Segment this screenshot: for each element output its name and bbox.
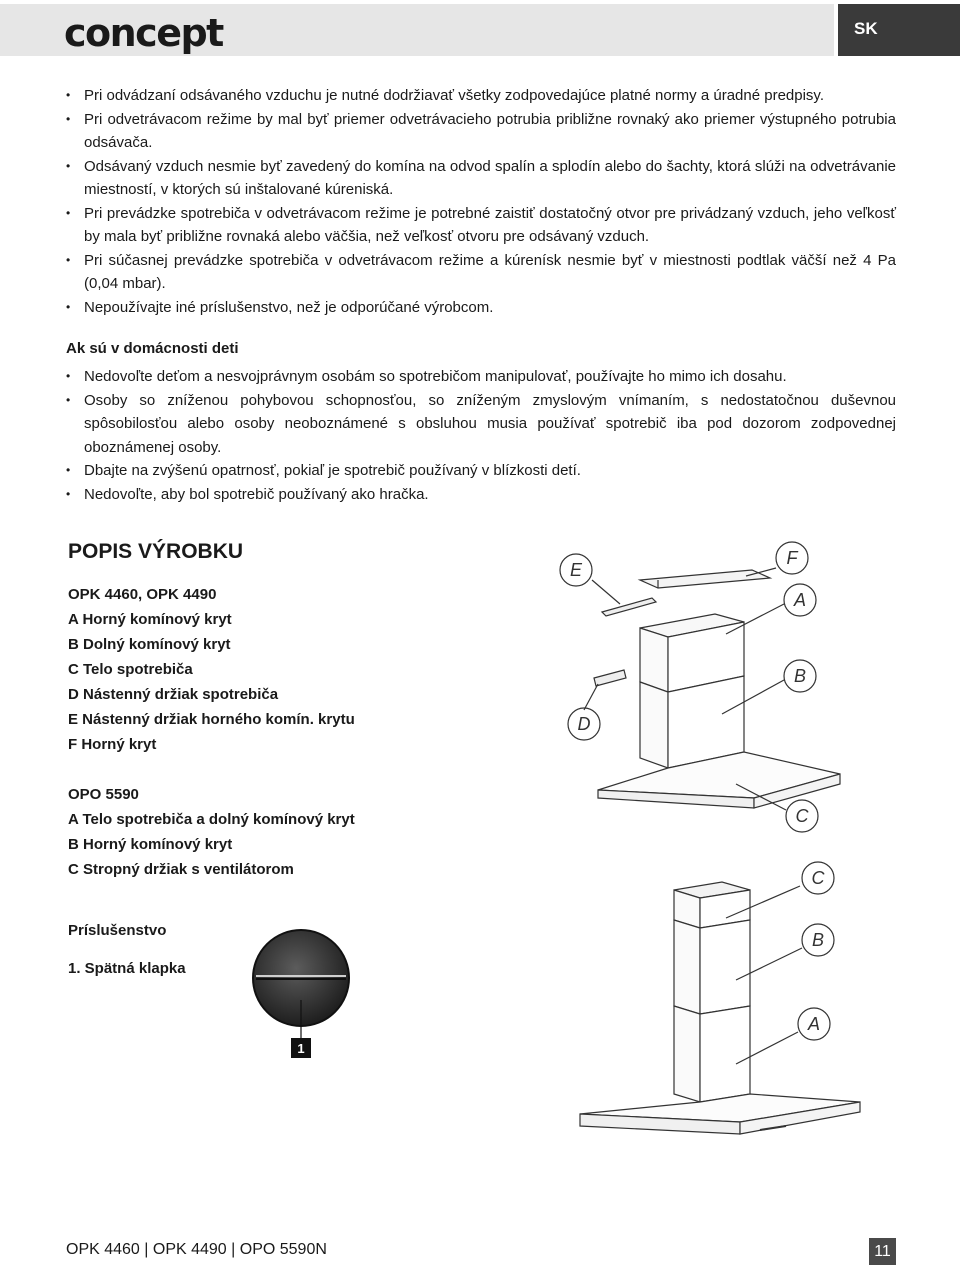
children-list (66, 365, 896, 506)
page-number: 11 (869, 1238, 896, 1265)
accessories-title: Príslušenstvo (68, 922, 167, 939)
diagram-label-e: E (569, 560, 583, 580)
parts-item: E Nástenný držiak horného komín. krytu (68, 711, 355, 728)
accessory-number-label: 1 (297, 1041, 305, 1056)
diagram-label-a: A (793, 590, 807, 610)
diagram-label-c: C (811, 868, 825, 888)
brand-logo: concept (64, 11, 223, 55)
list-item: • Pri súčasnej prevádzke spotrebiča v odvetrávacom režime a kúrenísk nesmie byť v miestnosti podtlak väčší než 4 Pa (0,04 mbar). (66, 249, 896, 296)
parts-item: D Nástenný držiak spotrebiča (68, 686, 279, 703)
diagram-label-c: C (795, 806, 809, 826)
island-hood-diagram (560, 852, 910, 1162)
diagram-label-b: B (793, 666, 807, 686)
parts-model: OPO 5590 (68, 786, 139, 803)
list-item: • Nedovoľte deťom a nesvojprávnym osobám so spotrebičom manipulovať, používajte ho mimo ich dosahu. (66, 365, 896, 389)
parts-item: A Horný komínový kryt (68, 611, 232, 628)
language-code: SK (854, 19, 878, 38)
list-item: • Dbajte na zvýšenú opatrnosť, pokiaľ je spotrebič používaný v blízkosti detí. (66, 459, 896, 483)
list-item: • Pri odvádzaní odsávaného vzduchu je nutné dodržiavať všetky zodpovedajúce platné normy a úradné predpisy. (66, 84, 896, 108)
children-section-title: Ak sú v domácnosti deti (66, 340, 239, 357)
safety-list (66, 84, 896, 319)
parts-item: C Stropný držiak s ventilátorom (68, 861, 294, 878)
diagram-label-d: D (577, 714, 591, 734)
parts-list-opk (68, 582, 355, 757)
parts-item: B Horný komínový kryt (68, 836, 233, 853)
parts-item: B Dolný komínový kryt (68, 636, 231, 653)
footer-model-list: OPK 4460 | OPK 4490 | OPO 5590N (66, 1241, 327, 1258)
diagram-label-b: B (811, 930, 825, 950)
parts-item: F Horný kryt (68, 736, 157, 753)
list-item: • Odsávaný vzduch nesmie byť zavedený do komína na odvod spalín a splodín alebo do šachty, ktorá slúži na odvetrávanie miestností, v ktorých sú inštalované kúreniská. (66, 155, 896, 202)
backflow-damper-illustration (246, 922, 356, 1062)
header-bar (0, 4, 834, 56)
language-badge (838, 4, 960, 56)
diagram-label-f: F (786, 548, 798, 568)
accessory-item: 1. Spätná klapka (68, 960, 186, 977)
parts-item: A Telo spotrebiča a dolný komínový kryt (68, 811, 355, 828)
list-item: • Osoby so zníženou pohybovou schopnosťou, so zníženým zmyslovým vnímaním, s nedostatočnou duševnou spôsobilosťou alebo osoby neoboznámené s obsluhou musia používať spotrebič iba pod dozorom zodpovednej oboznámenej osoby. (66, 389, 896, 460)
header (0, 0, 960, 58)
list-item: • Nepoužívajte iné príslušenstvo, než je odporúčané výrobcom. (66, 296, 896, 320)
list-item: • Nedovoľte, aby bol spotrebič používaný ako hračka. (66, 483, 896, 507)
diagram-label-a: A (807, 1014, 821, 1034)
list-item: • Pri prevádzke spotrebiča v odvetrávacom režime je potrebné zaistiť dostatočný otvor pre privádzaný vzduch, jeho veľkosť by mala byť približne rovnaká alebo väčšia, než veľkosť otvoru pre odsávaný vzduch. (66, 202, 896, 249)
parts-list-opo (68, 782, 355, 882)
parts-item: C Telo spotrebiča (68, 661, 193, 678)
list-item: • Pri odvetrávacom režime by mal byť priemer odvetrávacieho potrubia približne rovnaký ako priemer výstupného potrubia odsávača. (66, 108, 896, 155)
wall-hood-diagram (540, 540, 920, 850)
parts-model: OPK 4460, OPK 4490 (68, 586, 217, 603)
product-description-title: POPIS VÝROBKU (68, 540, 244, 563)
